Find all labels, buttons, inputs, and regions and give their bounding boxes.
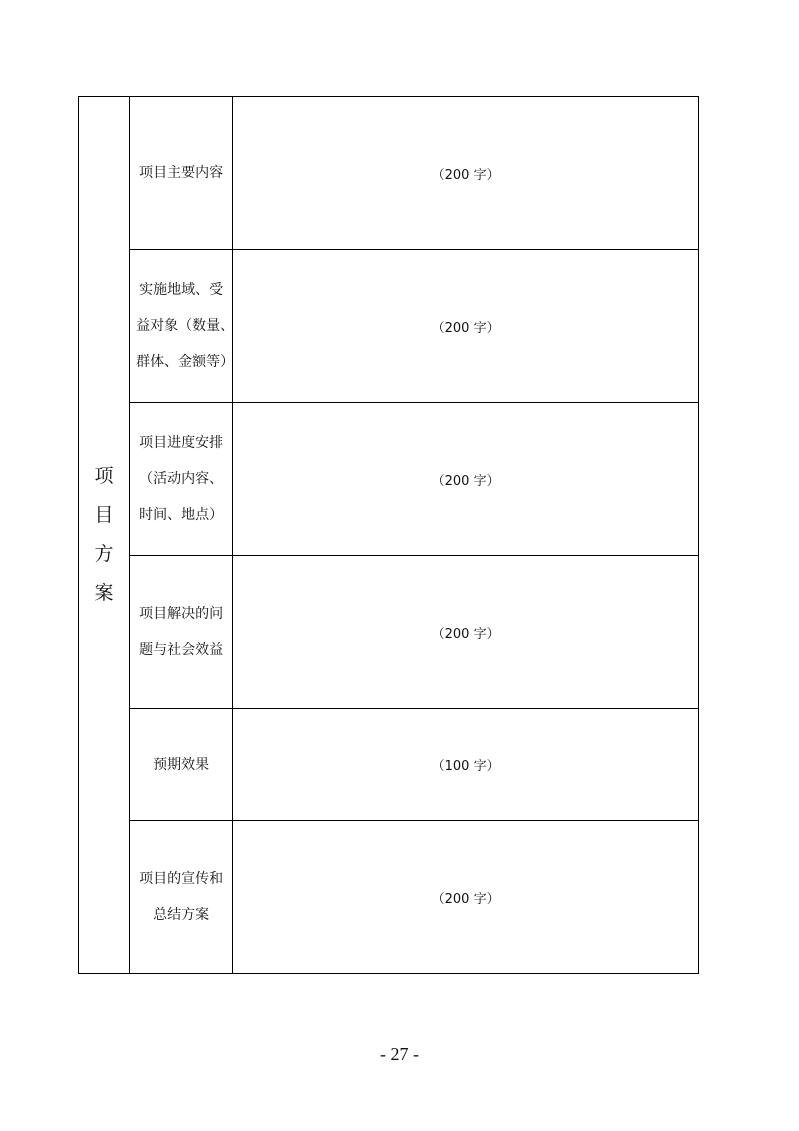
word-limit-hint: （200 字）	[431, 473, 500, 489]
row-content-schedule[interactable]	[233, 403, 699, 556]
word-limit-hint: （200 字）	[431, 626, 500, 642]
row-content-main-content[interactable]	[233, 97, 699, 250]
row-label-line: 时间、地点）	[139, 507, 224, 523]
row-label-expected-results	[130, 709, 233, 821]
row-content-expected-results[interactable]	[233, 709, 699, 821]
table-row	[79, 821, 699, 974]
row-label-line: 总结方案	[153, 907, 210, 923]
row-label-line: 实施地域、受	[139, 282, 224, 298]
row-label-line: （活动内容、	[139, 471, 224, 487]
table-row	[79, 403, 699, 556]
section-heading-char: 项	[94, 465, 114, 487]
project-plan-table	[78, 96, 699, 974]
word-limit-hint: （200 字）	[431, 891, 500, 907]
row-label-line: 项目主要内容	[139, 165, 224, 181]
row-label-scope-beneficiaries	[130, 250, 233, 403]
word-limit-hint: （200 字）	[431, 320, 500, 336]
table-row	[79, 556, 699, 709]
row-label-line: 预期效果	[153, 756, 210, 773]
row-label-line: 群体、金额等）	[136, 354, 235, 370]
row-label-line: 项目解决的问	[139, 606, 224, 622]
section-heading-char: 方	[94, 543, 114, 565]
section-heading-cell	[79, 97, 130, 974]
row-content-publicity-summary[interactable]	[233, 821, 699, 974]
row-label-line: 项目的宣传和	[139, 871, 224, 887]
section-heading-char: 目	[94, 504, 114, 526]
row-label-line: 益对象（数量、	[136, 318, 235, 334]
table-row	[79, 709, 699, 821]
row-label-schedule	[130, 403, 233, 556]
row-content-problems-benefits[interactable]	[233, 556, 699, 709]
section-heading-char: 案	[94, 582, 114, 604]
table-row	[79, 250, 699, 403]
word-limit-hint: （100 字）	[431, 759, 500, 774]
row-label-line: 题与社会效益	[139, 642, 224, 658]
row-content-scope-beneficiaries[interactable]	[233, 250, 699, 403]
table-row	[79, 97, 699, 250]
page-number: - 27 -	[380, 1044, 419, 1064]
row-label-problems-benefits	[130, 556, 233, 709]
row-label-main-content	[130, 97, 233, 250]
row-label-line: 项目进度安排	[139, 435, 224, 451]
row-label-publicity-summary	[130, 821, 233, 974]
word-limit-hint: （200 字）	[431, 167, 500, 183]
